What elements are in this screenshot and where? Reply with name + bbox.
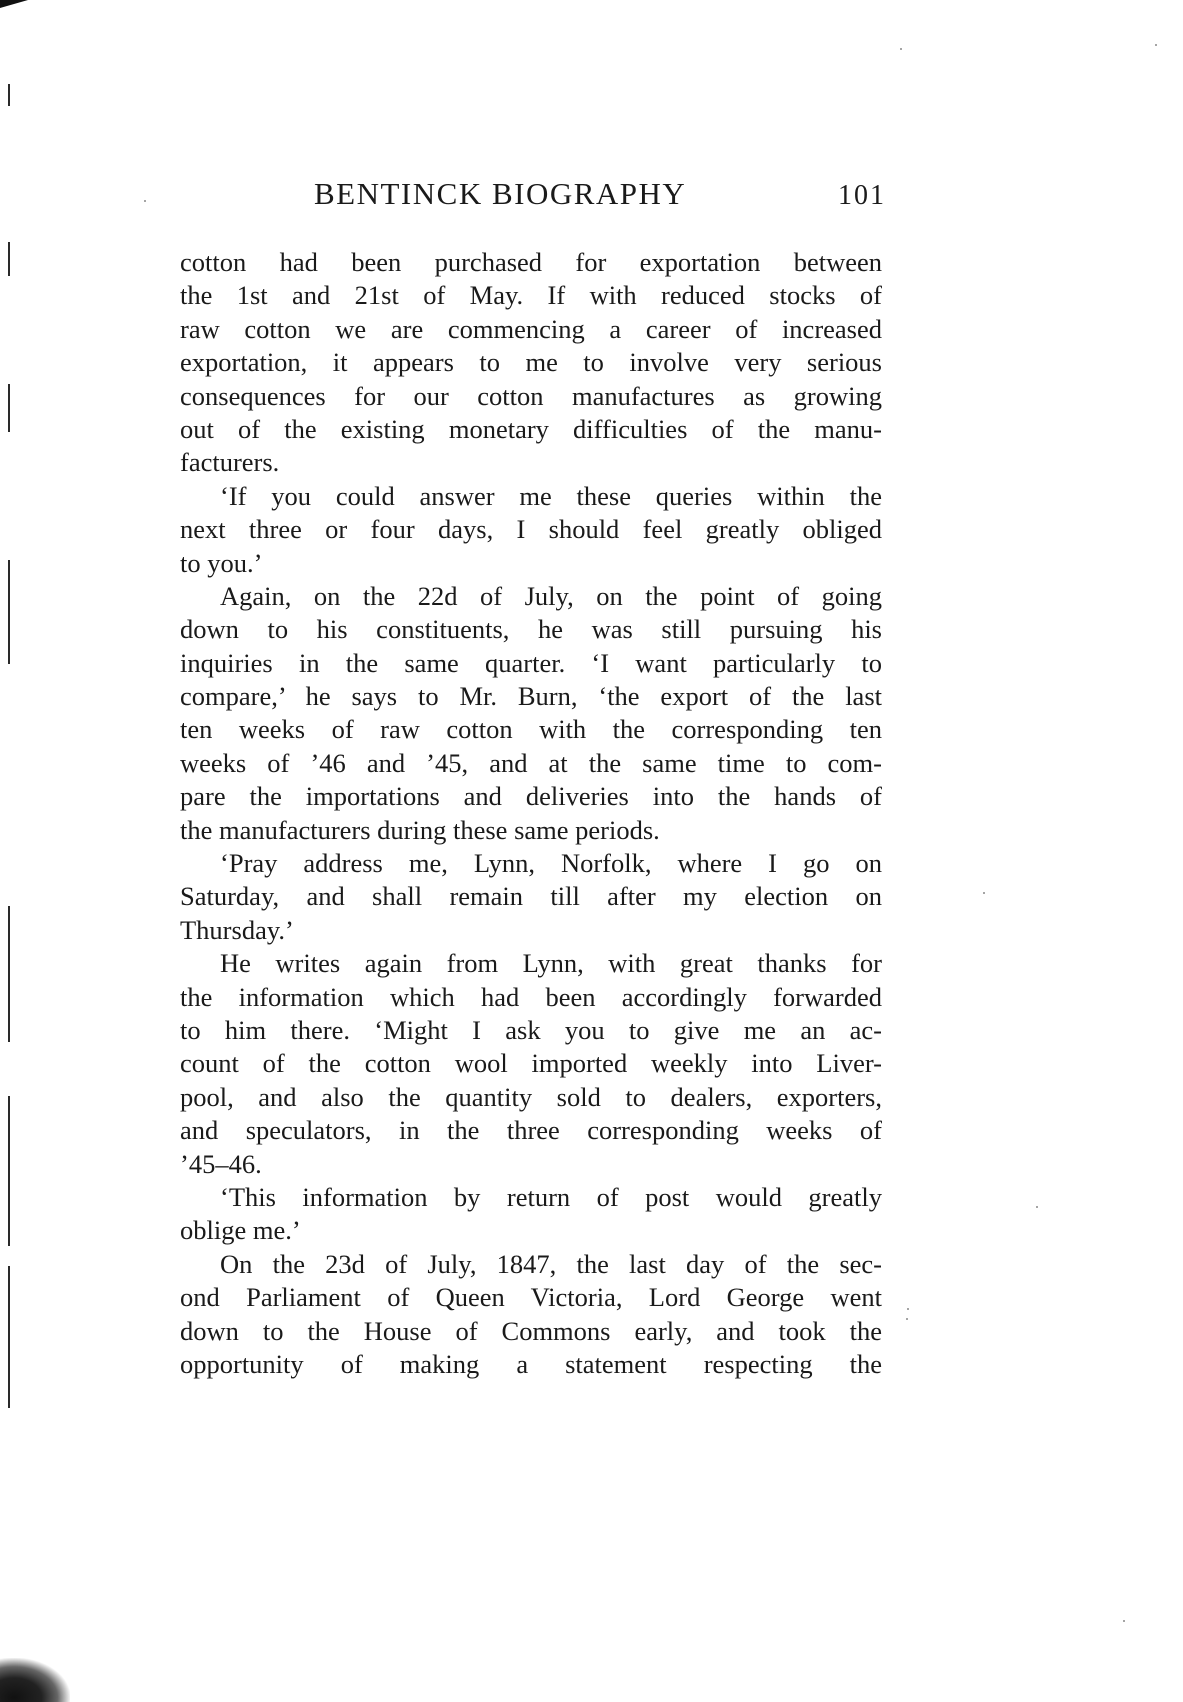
text-line: compare,’ he says to Mr. Burn, ‘the export of the last	[180, 681, 882, 712]
text-line: exportation, it appears to me to involve very serious	[180, 347, 882, 378]
scan-speck	[1155, 44, 1157, 46]
text-line: out of the existing monetary difficulties of the manu-	[180, 413, 882, 444]
text-line: weeks of ’46 and ’45, and at the same time to com-	[180, 747, 882, 778]
text-line: ‘This information by return of post would greatly	[220, 1181, 882, 1212]
running-title: BENTINCK BIOGRAPHY	[314, 176, 687, 211]
text-line: down to the House of Commons early, and took the	[180, 1315, 882, 1346]
text-line: ‘Pray address me, Lynn, Norfolk, where I go on	[220, 848, 882, 879]
scan-edge-mark	[8, 84, 10, 106]
text-line: pool, and also the quantity sold to dealers, exporters,	[180, 1081, 882, 1112]
scan-edge-mark	[8, 384, 10, 432]
text-line: On the 23d of July, 1847, the last day of the sec-	[220, 1248, 882, 1279]
text-line: and speculators, in the three corresponding weeks of	[180, 1115, 882, 1146]
body-text	[180, 246, 882, 1381]
text-line: ’45–46.	[180, 1148, 262, 1179]
scan-speck	[983, 892, 985, 894]
scan-edge-mark	[8, 1096, 10, 1246]
text-line: Saturday, and shall remain till after my election on	[180, 881, 882, 912]
text-line: the 1st and 21st of May. If with reduced stocks of	[180, 280, 882, 311]
text-line: count of the cotton wool imported weekly into Liver-	[180, 1048, 882, 1079]
scan-corner-mark	[0, 0, 28, 8]
text-line: consequences for our cotton manufactures as growing	[180, 380, 882, 411]
scan-edge-mark	[8, 242, 10, 276]
scan-edge-mark	[8, 906, 10, 1042]
scan-corner-blot	[0, 1658, 70, 1702]
text-line: raw cotton we are commencing a career of increased	[180, 313, 882, 344]
scan-speck	[1123, 1620, 1125, 1622]
running-header	[180, 176, 900, 216]
text-line: Again, on the 22d of July, on the point of going	[220, 580, 882, 611]
text-line: ‘If you could answer me these queries within the	[220, 480, 882, 511]
text-line: to him there. ‘Might I ask you to give me an ac-	[180, 1014, 882, 1045]
text-line: cotton had been purchased for exportation between	[180, 247, 882, 277]
scan-edge-mark	[8, 1266, 10, 1408]
text-line: opportunity of making a statement respecting the	[180, 1348, 882, 1379]
text-line: the manufacturers during these same periods.	[180, 814, 660, 845]
text-line: down to his constituents, he was still pursuing his	[180, 614, 882, 645]
text-line: pare the importations and deliveries into the hands of	[180, 781, 882, 812]
text-line: next three or four days, I should feel greatly obliged	[180, 514, 882, 545]
text-line: the information which had been accordingly forwarded	[180, 981, 882, 1012]
text-line: Thursday.’	[180, 914, 294, 945]
text-line: facturers.	[180, 447, 280, 478]
scan-speck	[1036, 1206, 1038, 1208]
text-line: inquiries in the same quarter. ‘I want particularly to	[180, 647, 882, 678]
text-line: ond Parliament of Queen Victoria, Lord George went	[180, 1282, 882, 1313]
page-number: 101	[838, 180, 886, 211]
text-line: oblige me.’	[180, 1215, 301, 1246]
scan-speck	[900, 48, 902, 50]
text-line: He writes again from Lynn, with great thanks for	[220, 948, 882, 979]
scan-edge-mark	[8, 560, 10, 664]
text-line: to you.’	[180, 547, 263, 578]
scan-speck	[144, 200, 146, 202]
scan-speck	[906, 1318, 908, 1320]
scan-speck	[907, 1308, 909, 1310]
text-line: ten weeks of raw cotton with the corresponding ten	[180, 714, 882, 745]
